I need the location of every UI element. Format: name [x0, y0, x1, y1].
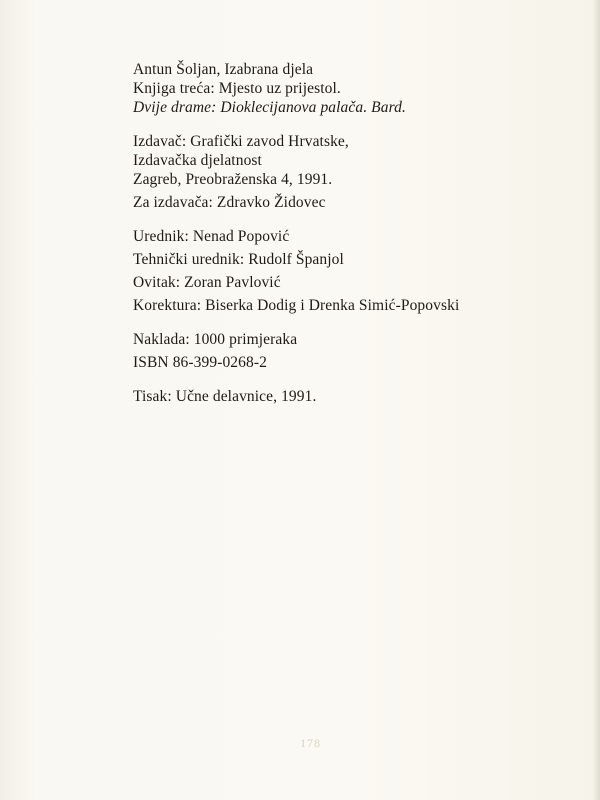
imprint-block [133, 60, 573, 406]
printing: Tisak: Učne delavnice, 1991. [133, 388, 317, 405]
spacer [133, 372, 573, 387]
book-title: Knjiga treća: Mjesto uz prijestol. [133, 80, 341, 97]
page-number: 178 [300, 736, 321, 750]
spacer [133, 315, 573, 330]
spacer [133, 212, 573, 227]
isbn: ISBN 86-399-0268-2 [133, 354, 267, 371]
author-collection: Antun Šoljan, Izabrana djela [133, 61, 314, 78]
for-publisher: Za izdavača: Zdravko Židovec [133, 194, 326, 211]
spacer [133, 117, 573, 132]
page-edge-shadow [592, 0, 600, 800]
print-run: Naklada: 1000 primjeraka [133, 331, 298, 348]
publisher-line-2: Izdavačka djelatnost [133, 152, 262, 169]
proofreading: Korektura: Biserka Dodig i Drenka Simić-Popovski [133, 297, 460, 314]
technical-editor: Tehnički urednik: Rudolf Španjol [133, 251, 344, 268]
editor: Urednik: Nenad Popović [133, 228, 290, 245]
subtitle: Dvije drame: Dioklecijanova palača. Bard. [133, 99, 406, 116]
cover-designer: Ovitak: Zoran Pavlović [133, 274, 281, 291]
publisher-address: Zagreb, Preobraženska 4, 1991. [133, 171, 333, 188]
publisher-line-1: Izdavač: Grafički zavod Hrvatske, [133, 133, 349, 150]
